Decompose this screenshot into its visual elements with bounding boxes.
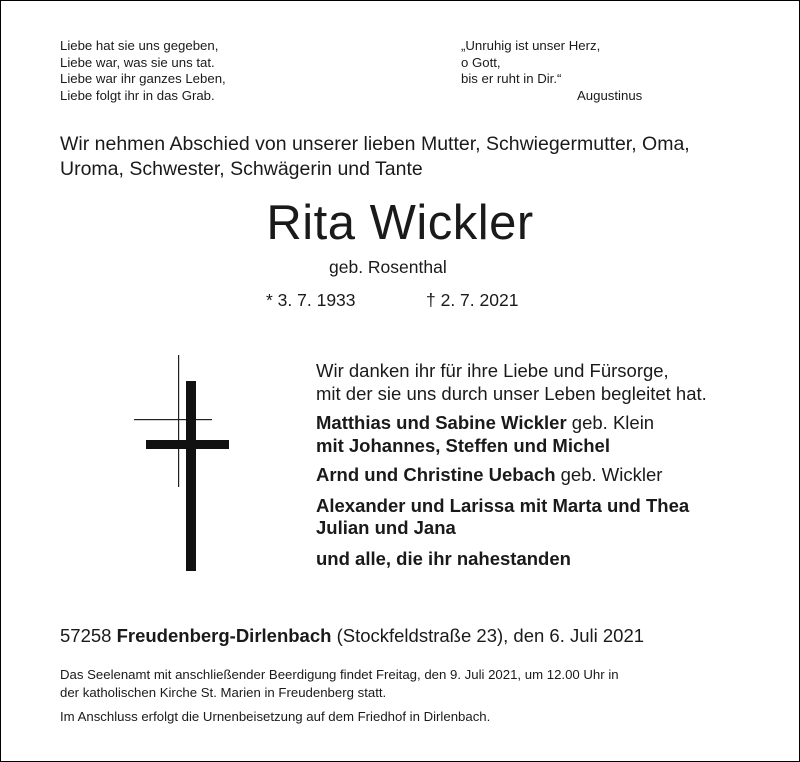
- mourners-list: [316, 412, 689, 570]
- address-postcode: 57258: [60, 625, 112, 646]
- mourner-normal: geb. Wickler: [555, 464, 663, 485]
- intro-line: Uroma, Schwester, Schwägerin und Tante: [60, 158, 423, 180]
- mourner-normal: geb. Klein: [566, 412, 655, 433]
- thanks-line: Wir danken ihr für ihre Liebe und Fürsorge,: [316, 360, 669, 381]
- intro-line: Wir nehmen Abschied von unserer lieben Mutter, Schwiegermutter, Oma,: [60, 133, 690, 155]
- birth-name: geb. Rosenthal: [329, 257, 447, 277]
- mourner-bold: mit Johannes, Steffen und Michel: [316, 434, 610, 456]
- mourner-bold: und alle, die ihr nahestanden: [316, 547, 571, 569]
- thanks-line: mit der sie uns durch unser Leben begleitet hat.: [316, 382, 707, 404]
- poem-left-line: Liebe war, was sie uns tat.: [60, 54, 215, 70]
- poem-right-line: o Gott,: [461, 54, 501, 70]
- mourner-bold: Alexander und Larissa mit Marta und Thea: [316, 494, 690, 516]
- address-city: Freudenberg-Dirlenbach: [116, 625, 332, 646]
- mourner-line: [316, 548, 689, 571]
- cross-icon: [130, 355, 250, 575]
- thanks-text: [316, 360, 707, 405]
- death-date: † 2. 7. 2021: [426, 290, 519, 310]
- poem-right-author: Augustinus: [577, 87, 643, 103]
- birth-date: * 3. 7. 1933: [266, 290, 356, 310]
- ceremony-notice: [60, 666, 619, 702]
- poem-left-line: Liebe war ihr ganzes Leben,: [60, 71, 226, 86]
- mourner-bold: Julian und Jana: [316, 517, 456, 538]
- poem-left: [60, 38, 226, 104]
- notice-line: der katholischen Kirche St. Marien in Freudenberg statt.: [60, 685, 387, 700]
- poem-right-line: bis er ruht in Dir.“: [461, 71, 562, 86]
- mourner-line: [316, 412, 689, 435]
- mourner-line: [316, 517, 689, 540]
- mourner-line: [316, 464, 689, 487]
- notice-line: Das Seelenamt mit anschließender Beerdigung findet Freitag, den 9. Juli 2021, um 12.00 Uhr in: [60, 667, 619, 682]
- burial-notice: Im Anschluss erfolgt die Urnenbeisetzung auf dem Friedhof in Dirlenbach.: [60, 709, 491, 724]
- intro-text: [60, 132, 690, 182]
- mourner-line: [316, 495, 689, 518]
- mourner-bold: Matthias und Sabine Wickler: [316, 412, 567, 433]
- deceased-name: Rita Wickler: [266, 196, 534, 250]
- poem-right: [461, 38, 642, 104]
- mourner-line: [316, 435, 689, 458]
- address-rest: (Stockfeldstraße 23), den 6. Juli 2021: [331, 625, 645, 646]
- address-line: [60, 625, 644, 648]
- poem-left-line: Liebe hat sie uns gegeben,: [60, 38, 219, 53]
- poem-left-line: Liebe folgt ihr in das Grab.: [60, 87, 215, 103]
- poem-right-line: „Unruhig ist unser Herz,: [461, 38, 601, 53]
- mourner-bold: Arnd und Christine Uebach: [316, 464, 556, 485]
